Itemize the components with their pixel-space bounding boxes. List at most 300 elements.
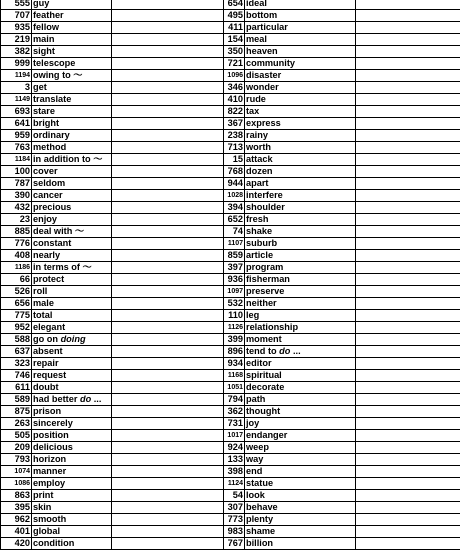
left-entry-number: 3 (1, 82, 32, 94)
left-entry-word: protect (32, 274, 112, 286)
left-entry-word: manner (32, 466, 112, 478)
right-entry-word: attack (245, 154, 356, 166)
right-answer-cell (356, 154, 460, 166)
right-answer-cell (356, 0, 460, 10)
left-answer-cell (112, 154, 224, 166)
right-entry-word: rainy (245, 130, 356, 142)
right-entry-number: 1097 (224, 286, 245, 298)
right-entry-number: 495 (224, 10, 245, 22)
right-answer-cell (356, 442, 460, 454)
left-entry-number: 875 (1, 406, 32, 418)
left-answer-cell (112, 250, 224, 262)
right-entry-word: end (245, 466, 356, 478)
right-answer-cell (356, 130, 460, 142)
left-entry-number: 1186 (1, 262, 32, 274)
right-entry-word: fisherman (245, 274, 356, 286)
left-entry-number: 66 (1, 274, 32, 286)
right-entry-word: rude (245, 94, 356, 106)
right-entry-number: 1168 (224, 370, 245, 382)
table-row (1, 346, 460, 358)
table-row (1, 322, 460, 334)
right-entry-number: 399 (224, 334, 245, 346)
right-answer-cell (356, 286, 460, 298)
left-entry-number: 746 (1, 370, 32, 382)
left-entry-word: cancer (32, 190, 112, 202)
left-entry-number: 952 (1, 322, 32, 334)
right-entry-number: 238 (224, 130, 245, 142)
table-row (1, 274, 460, 286)
right-entry-number: 133 (224, 454, 245, 466)
table-row (1, 526, 460, 538)
right-entry-number: 767 (224, 538, 245, 550)
right-answer-cell (356, 382, 460, 394)
right-answer-cell (356, 334, 460, 346)
left-entry-number: 420 (1, 538, 32, 550)
left-answer-cell (112, 226, 224, 238)
right-entry-number: 934 (224, 358, 245, 370)
left-entry-number: 763 (1, 142, 32, 154)
table-row (1, 490, 460, 502)
left-answer-cell (112, 0, 224, 10)
left-answer-cell (112, 46, 224, 58)
left-entry-number: 526 (1, 286, 32, 298)
right-answer-cell (356, 394, 460, 406)
table-row (1, 538, 460, 550)
left-entry-word: sincerely (32, 418, 112, 430)
right-entry-number: 1107 (224, 238, 245, 250)
left-entry-number: 323 (1, 358, 32, 370)
left-answer-cell (112, 274, 224, 286)
left-entry-number: 611 (1, 382, 32, 394)
right-answer-cell (356, 142, 460, 154)
table-row (1, 442, 460, 454)
right-entry-number: 394 (224, 202, 245, 214)
left-entry-word: doubt (32, 382, 112, 394)
left-entry-word: go on doing (32, 334, 112, 346)
right-answer-cell (356, 370, 460, 382)
right-entry-word: program (245, 262, 356, 274)
right-answer-cell (356, 82, 460, 94)
left-answer-cell (112, 370, 224, 382)
right-answer-cell (356, 466, 460, 478)
right-answer-cell (356, 118, 460, 130)
left-entry-number: 1086 (1, 478, 32, 490)
left-answer-cell (112, 466, 224, 478)
right-answer-cell (356, 418, 460, 430)
right-answer-cell (356, 262, 460, 274)
right-entry-number: 307 (224, 502, 245, 514)
right-entry-word: tax (245, 106, 356, 118)
left-entry-number: 588 (1, 334, 32, 346)
right-entry-number: 1096 (224, 70, 245, 82)
right-entry-number: 1017 (224, 430, 245, 442)
left-entry-number: 793 (1, 454, 32, 466)
left-entry-word: request (32, 370, 112, 382)
table-row (1, 454, 460, 466)
left-answer-cell (112, 34, 224, 46)
left-entry-number: 390 (1, 190, 32, 202)
left-entry-word: bright (32, 118, 112, 130)
right-entry-number: 367 (224, 118, 245, 130)
table-row (1, 394, 460, 406)
right-answer-cell (356, 502, 460, 514)
right-answer-cell (356, 298, 460, 310)
left-answer-cell (112, 346, 224, 358)
right-entry-word: suburb (245, 238, 356, 250)
left-entry-word: ordinary (32, 130, 112, 142)
left-entry-word: had better do ... (32, 394, 112, 406)
right-answer-cell (356, 34, 460, 46)
left-entry-word: horizon (32, 454, 112, 466)
left-entry-number: 23 (1, 214, 32, 226)
left-entry-number: 505 (1, 430, 32, 442)
right-answer-cell (356, 322, 460, 334)
left-entry-number: 408 (1, 250, 32, 262)
right-answer-cell (356, 106, 460, 118)
left-answer-cell (112, 430, 224, 442)
table-row (1, 298, 460, 310)
left-entry-number: 1149 (1, 94, 32, 106)
left-answer-cell (112, 166, 224, 178)
table-row (1, 118, 460, 130)
left-entry-number: 1184 (1, 154, 32, 166)
left-entry-number: 219 (1, 34, 32, 46)
table-row (1, 430, 460, 442)
right-answer-cell (356, 250, 460, 262)
table-row (1, 130, 460, 142)
right-answer-cell (356, 490, 460, 502)
right-entry-word: bottom (245, 10, 356, 22)
left-answer-cell (112, 382, 224, 394)
right-entry-number: 1124 (224, 478, 245, 490)
left-answer-cell (112, 58, 224, 70)
left-entry-number: 555 (1, 0, 32, 10)
left-answer-cell (112, 202, 224, 214)
left-entry-number: 209 (1, 442, 32, 454)
table-row (1, 94, 460, 106)
table-row (1, 190, 460, 202)
left-answer-cell (112, 82, 224, 94)
right-entry-word: community (245, 58, 356, 70)
left-answer-cell (112, 70, 224, 82)
left-entry-word: delicious (32, 442, 112, 454)
right-entry-number: 768 (224, 166, 245, 178)
left-answer-cell (112, 298, 224, 310)
table-row (1, 202, 460, 214)
right-entry-number: 1051 (224, 382, 245, 394)
left-answer-cell (112, 190, 224, 202)
right-answer-cell (356, 58, 460, 70)
table-row (1, 418, 460, 430)
table-row (1, 178, 460, 190)
right-entry-word: disaster (245, 70, 356, 82)
table-row (1, 46, 460, 58)
left-entry-number: 1194 (1, 70, 32, 82)
left-entry-word: seldom (32, 178, 112, 190)
table-row (1, 10, 460, 22)
right-answer-cell (356, 214, 460, 226)
table-row (1, 370, 460, 382)
right-answer-cell (356, 538, 460, 550)
left-entry-word: constant (32, 238, 112, 250)
right-entry-word: article (245, 250, 356, 262)
left-entry-number: 401 (1, 526, 32, 538)
right-entry-number: 110 (224, 310, 245, 322)
table-row (1, 466, 460, 478)
left-entry-word: deal with ～ (32, 226, 112, 238)
right-entry-number: 346 (224, 82, 245, 94)
right-answer-cell (356, 94, 460, 106)
right-entry-number: 896 (224, 346, 245, 358)
left-answer-cell (112, 286, 224, 298)
left-answer-cell (112, 94, 224, 106)
left-answer-cell (112, 538, 224, 550)
right-entry-number: 411 (224, 22, 245, 34)
left-entry-word: fellow (32, 22, 112, 34)
right-entry-number: 936 (224, 274, 245, 286)
left-entry-word: condition (32, 538, 112, 550)
left-entry-word: print (32, 490, 112, 502)
left-entry-number: 935 (1, 22, 32, 34)
right-entry-word: interfere (245, 190, 356, 202)
left-answer-cell (112, 406, 224, 418)
left-answer-cell (112, 334, 224, 346)
table-row (1, 310, 460, 322)
right-answer-cell (356, 70, 460, 82)
table-row (1, 406, 460, 418)
right-entry-word: editor (245, 358, 356, 370)
right-answer-cell (356, 310, 460, 322)
right-entry-word: moment (245, 334, 356, 346)
left-entry-word: prison (32, 406, 112, 418)
table-row (1, 106, 460, 118)
table-row (1, 250, 460, 262)
right-entry-word: weep (245, 442, 356, 454)
left-answer-cell (112, 262, 224, 274)
left-entry-word: position (32, 430, 112, 442)
left-answer-cell (112, 502, 224, 514)
right-entry-number: 983 (224, 526, 245, 538)
right-entry-number: 773 (224, 514, 245, 526)
right-entry-number: 154 (224, 34, 245, 46)
right-entry-word: worth (245, 142, 356, 154)
right-answer-cell (356, 346, 460, 358)
left-entry-word: translate (32, 94, 112, 106)
table-row (1, 0, 460, 10)
left-entry-word: telescope (32, 58, 112, 70)
left-entry-number: 999 (1, 58, 32, 70)
right-entry-word: billion (245, 538, 356, 550)
right-entry-word: wonder (245, 82, 356, 94)
right-answer-cell (356, 178, 460, 190)
right-entry-word: tend to do ... (245, 346, 356, 358)
right-answer-cell (356, 46, 460, 58)
left-entry-number: 432 (1, 202, 32, 214)
left-entry-number: 787 (1, 178, 32, 190)
left-answer-cell (112, 526, 224, 538)
left-entry-word: guy (32, 0, 112, 10)
left-answer-cell (112, 214, 224, 226)
left-entry-word: absent (32, 346, 112, 358)
left-entry-number: 776 (1, 238, 32, 250)
table-row (1, 478, 460, 490)
left-answer-cell (112, 322, 224, 334)
left-answer-cell (112, 442, 224, 454)
right-entry-number: 532 (224, 298, 245, 310)
right-answer-cell (356, 358, 460, 370)
left-answer-cell (112, 130, 224, 142)
left-answer-cell (112, 178, 224, 190)
right-entry-word: thought (245, 406, 356, 418)
right-entry-number: 859 (224, 250, 245, 262)
right-entry-number: 652 (224, 214, 245, 226)
left-entry-word: elegant (32, 322, 112, 334)
table-row (1, 358, 460, 370)
left-entry-number: 693 (1, 106, 32, 118)
right-entry-number: 822 (224, 106, 245, 118)
vocabulary-table-body (1, 0, 460, 550)
left-entry-number: 885 (1, 226, 32, 238)
right-entry-word: behave (245, 502, 356, 514)
right-entry-number: 1028 (224, 190, 245, 202)
right-entry-word: look (245, 490, 356, 502)
left-entry-word: cover (32, 166, 112, 178)
table-row (1, 22, 460, 34)
table-row (1, 82, 460, 94)
left-entry-word: male (32, 298, 112, 310)
left-entry-word: skin (32, 502, 112, 514)
right-entry-number: 721 (224, 58, 245, 70)
right-entry-word: shame (245, 526, 356, 538)
right-answer-cell (356, 454, 460, 466)
right-entry-word: shoulder (245, 202, 356, 214)
table-row (1, 286, 460, 298)
right-entry-word: relationship (245, 322, 356, 334)
left-entry-word: main (32, 34, 112, 46)
left-entry-number: 382 (1, 46, 32, 58)
right-entry-word: shake (245, 226, 356, 238)
right-entry-word: preserve (245, 286, 356, 298)
table-row (1, 70, 460, 82)
right-entry-number: 54 (224, 490, 245, 502)
left-entry-word: repair (32, 358, 112, 370)
right-answer-cell (356, 478, 460, 490)
right-entry-word: plenty (245, 514, 356, 526)
left-entry-number: 775 (1, 310, 32, 322)
right-entry-word: fresh (245, 214, 356, 226)
table-row (1, 214, 460, 226)
right-entry-word: particular (245, 22, 356, 34)
left-entry-word: global (32, 526, 112, 538)
right-entry-word: statue (245, 478, 356, 490)
left-entry-word: in terms of ～ (32, 262, 112, 274)
left-entry-word: precious (32, 202, 112, 214)
right-entry-number: 731 (224, 418, 245, 430)
right-entry-number: 397 (224, 262, 245, 274)
left-entry-number: 707 (1, 10, 32, 22)
right-answer-cell (356, 406, 460, 418)
left-entry-word: smooth (32, 514, 112, 526)
left-entry-number: 863 (1, 490, 32, 502)
left-answer-cell (112, 454, 224, 466)
left-entry-word: feather (32, 10, 112, 22)
left-entry-word: owing to ～ (32, 70, 112, 82)
left-entry-word: sight (32, 46, 112, 58)
left-entry-word: roll (32, 286, 112, 298)
left-entry-number: 395 (1, 502, 32, 514)
left-answer-cell (112, 10, 224, 22)
left-answer-cell (112, 310, 224, 322)
right-entry-word: path (245, 394, 356, 406)
left-entry-word: total (32, 310, 112, 322)
right-answer-cell (356, 430, 460, 442)
left-entry-word: get (32, 82, 112, 94)
left-answer-cell (112, 478, 224, 490)
table-row (1, 238, 460, 250)
left-answer-cell (112, 106, 224, 118)
right-entry-word: decorate (245, 382, 356, 394)
left-entry-number: 656 (1, 298, 32, 310)
left-answer-cell (112, 358, 224, 370)
table-row (1, 334, 460, 346)
left-entry-number: 959 (1, 130, 32, 142)
right-answer-cell (356, 10, 460, 22)
right-entry-word: endanger (245, 430, 356, 442)
left-answer-cell (112, 514, 224, 526)
left-entry-number: 641 (1, 118, 32, 130)
left-entry-word: in addition to ～ (32, 154, 112, 166)
left-entry-number: 589 (1, 394, 32, 406)
right-entry-number: 713 (224, 142, 245, 154)
table-row (1, 502, 460, 514)
right-entry-word: dozen (245, 166, 356, 178)
left-entry-number: 637 (1, 346, 32, 358)
left-entry-word: method (32, 142, 112, 154)
right-answer-cell (356, 202, 460, 214)
right-entry-number: 1126 (224, 322, 245, 334)
right-entry-word: ideal (245, 0, 356, 10)
right-entry-word: heaven (245, 46, 356, 58)
table-row (1, 514, 460, 526)
right-entry-number: 15 (224, 154, 245, 166)
right-answer-cell (356, 526, 460, 538)
table-row (1, 142, 460, 154)
right-answer-cell (356, 274, 460, 286)
right-entry-number: 794 (224, 394, 245, 406)
right-entry-word: neither (245, 298, 356, 310)
left-entry-number: 100 (1, 166, 32, 178)
right-entry-number: 74 (224, 226, 245, 238)
right-entry-word: leg (245, 310, 356, 322)
left-entry-word: employ (32, 478, 112, 490)
right-answer-cell (356, 190, 460, 202)
table-row (1, 226, 460, 238)
left-answer-cell (112, 418, 224, 430)
right-entry-number: 944 (224, 178, 245, 190)
table-row (1, 154, 460, 166)
table-row (1, 262, 460, 274)
left-entry-number: 263 (1, 418, 32, 430)
right-entry-number: 362 (224, 406, 245, 418)
right-entry-word: apart (245, 178, 356, 190)
right-entry-number: 410 (224, 94, 245, 106)
right-answer-cell (356, 166, 460, 178)
right-entry-word: express (245, 118, 356, 130)
right-entry-number: 654 (224, 0, 245, 10)
left-answer-cell (112, 22, 224, 34)
left-entry-word: stare (32, 106, 112, 118)
left-entry-word: nearly (32, 250, 112, 262)
